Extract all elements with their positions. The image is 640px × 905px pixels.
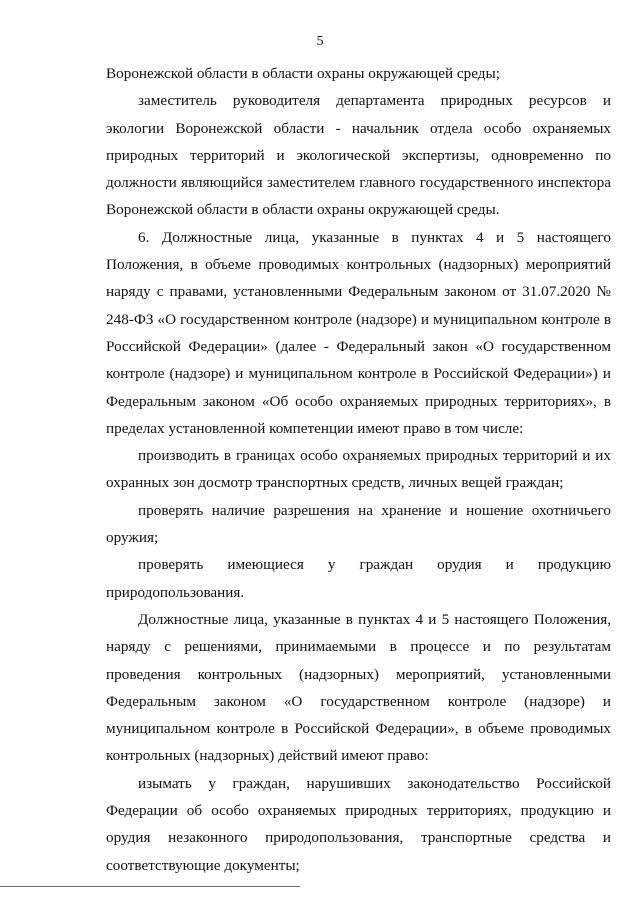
paragraph-continuation: Воронежской области в области охраны окружающей среды;	[106, 65, 500, 82]
paragraph-inspection-right: производить в границах особо охраняемых природных территорий и их охранных зон досмотр транспортных средств, личных вещей граждан;	[106, 447, 611, 492]
paragraph-weapon-permit-check: проверять наличие разрешения на хранение и ношение охотничьего оружия;	[106, 501, 611, 547]
paragraph-officials-rights: Должностные лица, указанные в пунктах 4 и 5 настоящего Положения, наряду с решениями, принимаемыми в процессе и по результатам проведения контрольных (надзорных) мероприятий, установленными Федеральным законом «О государственном контроле (надзоре) и муниципальном контроле в Российской Федерации», в объеме проводимых контрольных (надзорных) действий имеют право:	[106, 610, 611, 765]
paragraph-seizure-right: изымать у граждан, нарушивших законодательство Российской Федерации об особо охраняемых природных территориях, продукцию и орудия незаконного природопользования, транспортные средства и соответствующие документы;	[106, 774, 611, 874]
footer-rule	[0, 886, 300, 887]
document-body	[106, 60, 611, 879]
paragraph-tools-check: проверять имеющиеся у граждан орудия и продукцию природопользования.	[106, 556, 611, 601]
page-number: 5	[316, 34, 324, 49]
paragraph-deputy-head: заместитель руководителя департамента природных ресурсов и экологии Воронежской области - начальник отдела особо охраняемых природных территорий и экологической экспертизы, одновременно по должности являющийся заместителем главного государственного инспектора Воронежской области в области охраны окружающей среды.	[106, 92, 611, 219]
paragraph-item-6: 6. Должностные лица, указанные в пунктах 4 и 5 настоящего Положения, в объеме проводимых контрольных (надзорных) мероприятий наряду с правами, установленными Федеральным законом от 31.07.2020 № 248-ФЗ «О государственном контроле (надзоре) и муниципальном контроле в Российской Федерации» (далее - Федеральный закон «О государственном контроле (надзоре) и муниципальном контроле в Российской Федерации») и Федеральным законом «Об особо охраняемых природных территориях», в пределах установленной компетенции имеют право в том числе:	[106, 228, 611, 437]
